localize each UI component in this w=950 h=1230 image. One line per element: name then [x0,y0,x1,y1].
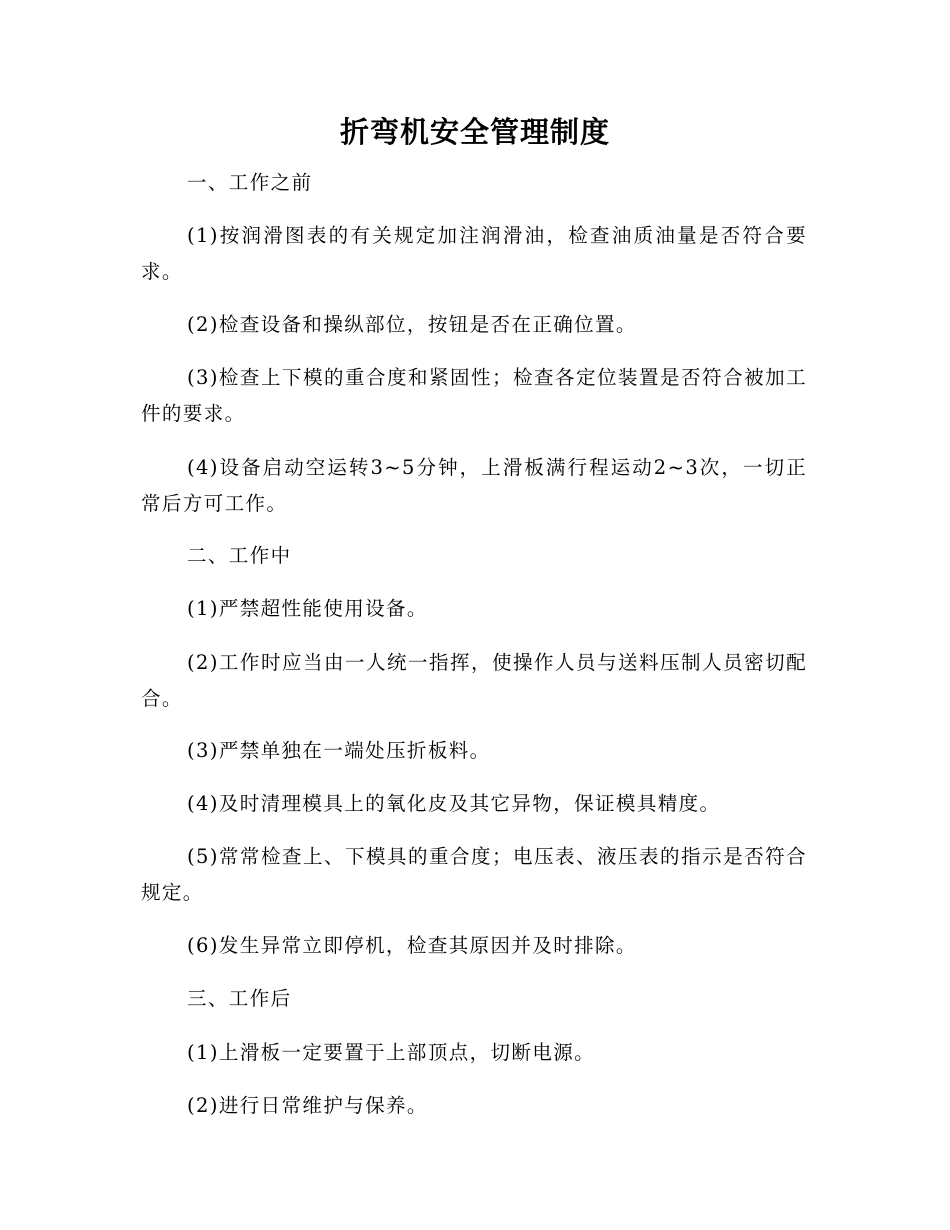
section-heading-before-work: 一、工作之前 [187,171,313,194]
paragraph-during-5: (5)常常检查上、下模具的重合度；电压表、液压表的指示是否符合规定。 [141,845,807,904]
section-heading-during-work: 二、工作中 [187,544,292,567]
document-title: 折弯机安全管理制度 [339,115,610,149]
paragraph-before-3: (3)检查上下模的重合度和紧固性；检查各定位装置是否符合被加工件的要求。 [141,366,807,425]
paragraph-during-4: (4)及时清理模具上的氧化皮及其它异物，保证模具精度。 [187,792,721,815]
paragraph-after-1: (1)上滑板一定要置于上部顶点，切断电源。 [187,1041,596,1064]
paragraph-during-1: (1)严禁超性能使用设备。 [187,597,428,620]
paragraph-before-2: (2)检查设备和操纵部位，按钮是否在正确位置。 [187,313,637,336]
section-heading-after-work: 三、工作后 [187,987,292,1010]
paragraph-during-6: (6)发生异常立即停机，检查其原因并及时排除。 [187,934,637,957]
paragraph-after-2: (2)进行日常维护与保养。 [187,1094,428,1117]
paragraph-before-4: (4)设备启动空运转3~5分钟，上滑板满行程运动2~3次，一切正常后方可工作。 [141,456,807,515]
paragraph-during-2: (2)工作时应当由一人统一指挥，使操作人员与送料压制人员密切配合。 [141,651,807,710]
paragraph-during-3: (3)严禁单独在一端处压折板料。 [187,739,491,762]
paragraph-before-1: (1)按润滑图表的有关规定加注润滑油，检查油质油量是否符合要求。 [141,224,807,283]
